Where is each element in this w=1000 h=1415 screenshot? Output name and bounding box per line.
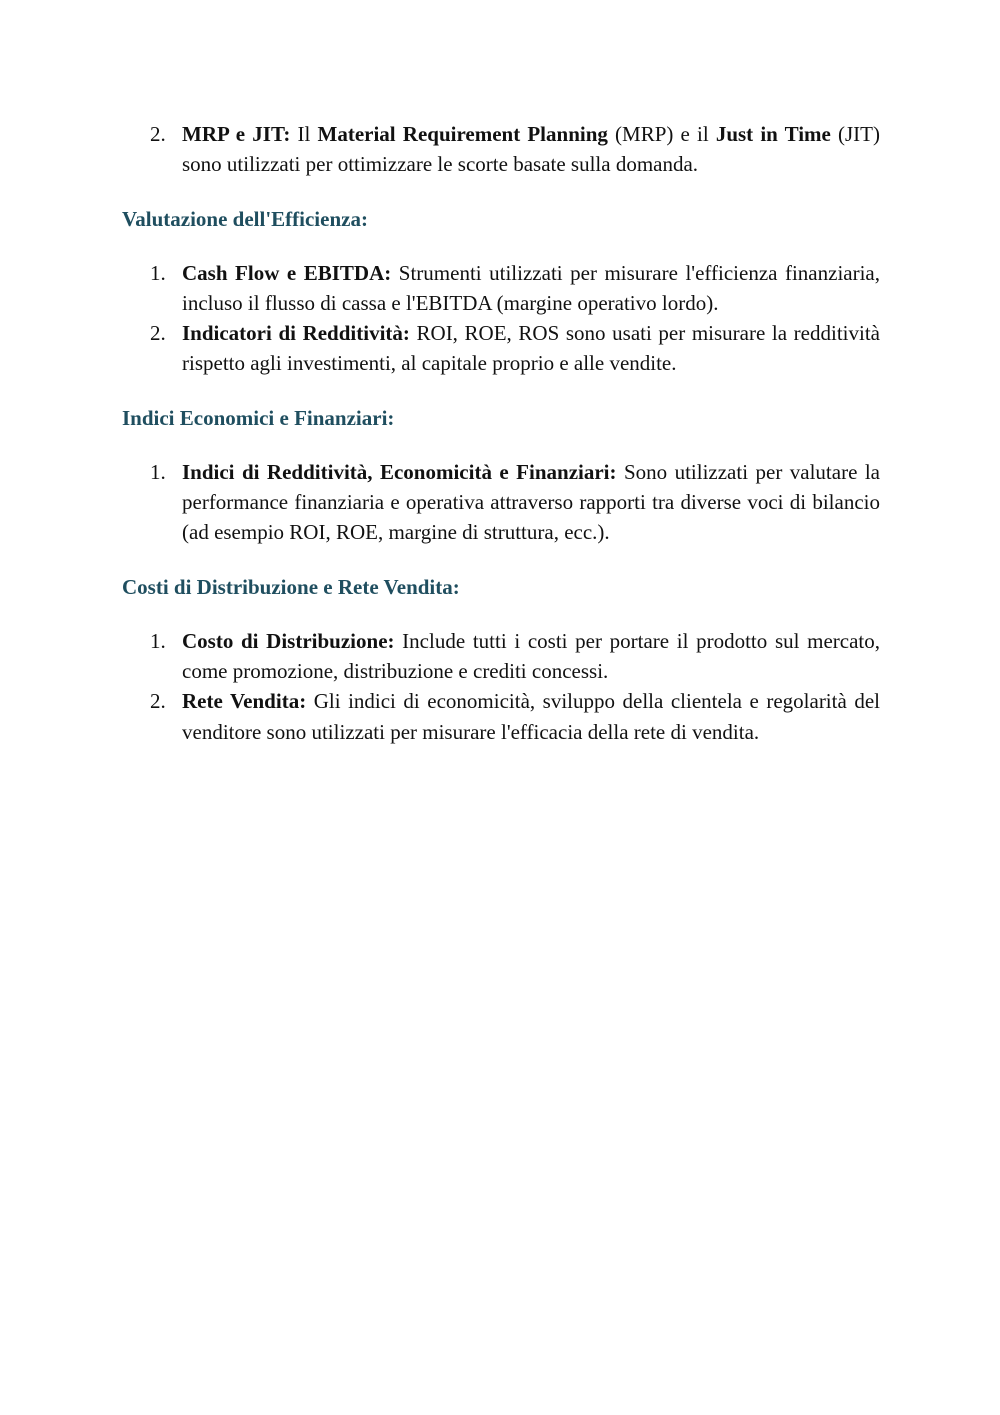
list-item-text: ROI, ROE, ROS sono usati per misurare la redditività rispetto agli investimenti, al capitale proprio e alle vendite. [182, 321, 880, 376]
list-item-title: MRP e JIT: [182, 122, 291, 146]
list-item-text: (JIT) sono utilizzati per ottimizzare le scorte basate sulla domanda. [182, 122, 880, 177]
list-item-title: Cash Flow e EBITDA: [182, 260, 392, 285]
list-item-text: Sono utilizzati per valutare la performance finanziaria e operativa attraverso rapporti tra diverse voci di bilancio (ad esempio ROI, ROE, margine di struttura, ecc.). [182, 459, 880, 545]
list-item-number: 2. [150, 122, 166, 146]
list-item-text: Il [290, 122, 318, 146]
list-item-cash-flow [122, 258, 880, 319]
economic-indices-list [122, 457, 880, 548]
list-item-text: Strumenti utilizzati per misurare l'efficienza finanziaria, incluso il flusso di cassa e l'EBITDA (margine operativo lordo). [182, 260, 881, 315]
jit-term: Just in Time [715, 122, 831, 146]
list-item-number: 1. [150, 628, 166, 653]
list-item-title: Costo di Distribuzione: [182, 628, 395, 653]
list-item-distribution-cost [122, 626, 880, 687]
section-heading-economic-indices: Indici Economici e Finanziari: [122, 405, 395, 430]
list-item-title: Indicatori di Redditività: [182, 321, 410, 346]
mrp-term: Material Requirement Planning [317, 122, 608, 146]
list-item-text: (MRP) e il [607, 122, 716, 146]
list-item-number: 1. [150, 459, 166, 484]
section-heading-efficiency: Valutazione dell'Efficienza: [122, 206, 368, 231]
list-item-number: 2. [150, 321, 166, 346]
list-item-profitability-indicators [122, 318, 880, 379]
list-item-mrp-jit [122, 119, 880, 180]
list-item-indices [122, 457, 880, 548]
efficiency-list [122, 258, 880, 379]
list-item-title: Rete Vendita: [182, 689, 307, 714]
list-item-title: Indici di Redditività, Economicità e Finanziari: [182, 459, 617, 484]
section-heading-distribution: Costi di Distribuzione e Rete Vendita: [122, 574, 460, 599]
intro-list [122, 119, 880, 180]
list-item-number: 2. [150, 689, 166, 714]
list-item-sales-network [122, 686, 880, 747]
list-item-text: Include tutti i costi per portare il prodotto sul mercato, come promozione, distribuzione e crediti concessi. [182, 628, 880, 683]
document-page [122, 119, 880, 747]
list-item-number: 1. [150, 260, 166, 285]
distribution-list [122, 626, 880, 747]
list-item-text: Gli indici di economicità, sviluppo della clientela e regolarità del venditore sono utilizzati per misurare l'efficacia della rete di vendita. [182, 689, 880, 744]
